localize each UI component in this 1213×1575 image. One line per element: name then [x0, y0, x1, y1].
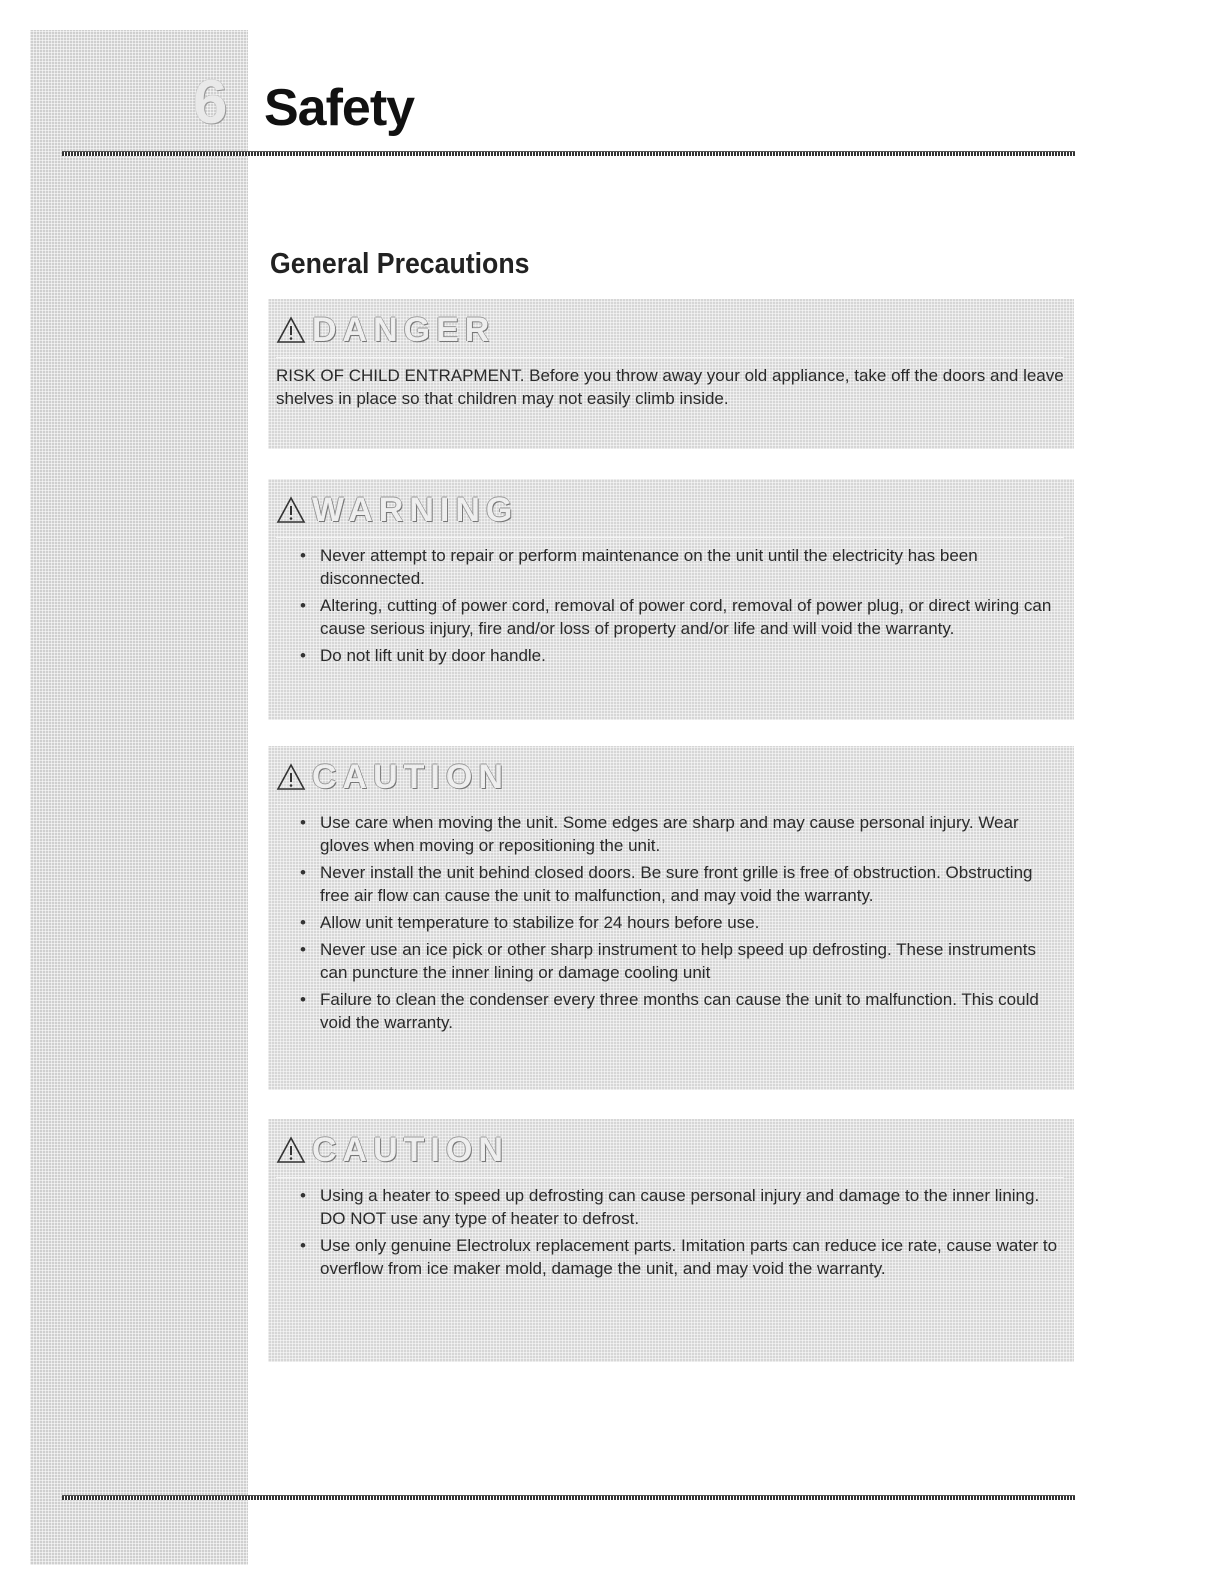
caution-notice: [268, 746, 1074, 1090]
caution-list: [276, 811, 1064, 1034]
caution-divider: [276, 1177, 1064, 1178]
side-panel: [30, 30, 248, 1565]
caution-list: [276, 1184, 1064, 1280]
footer-divider: [62, 1495, 1075, 1500]
warning-header: [276, 491, 1064, 529]
caution-heading: CAUTION: [312, 758, 509, 796]
warning-triangle-icon: [276, 1135, 306, 1165]
danger-heading: DANGER: [312, 311, 496, 349]
list-item: • Using a heater to speed up defrosting can cause personal injury and damage to the inner lining. DO NOT use any type of heater to defrost.: [292, 1184, 1064, 1230]
danger-text: RISK OF CHILD ENTRAPMENT. Before you throw away your old appliance, take off the doors and leave shelves in place so that children may not easily climb inside.: [276, 366, 1064, 408]
warning-triangle-icon: [276, 762, 306, 792]
caution-notice: [268, 1119, 1074, 1362]
list-item: • Failure to clean the condenser every three months can cause the unit to malfunction. This could void the warranty.: [292, 988, 1064, 1034]
warning-notice: [268, 479, 1074, 720]
warning-triangle-icon: [276, 495, 306, 525]
caution-divider: [276, 804, 1064, 805]
danger-divider: [276, 357, 1064, 358]
header-divider: [62, 151, 1075, 156]
list-item: • Use care when moving the unit. Some edges are sharp and may cause personal injury. Wear gloves when moving or repositioning the unit.: [292, 811, 1064, 857]
warning-triangle-icon: [276, 315, 306, 345]
list-item: • Altering, cutting of power cord, removal of power cord, removal of power plug, or direct wiring can cause serious injury, fire and/or loss of property and/or life and will void the warranty.: [292, 594, 1064, 640]
warning-divider: [276, 537, 1064, 538]
list-item: • Use only genuine Electrolux replacement parts. Imitation parts can reduce ice rate, cause water to overflow from ice maker mold, damage the unit, and may void the warranty.: [292, 1234, 1064, 1280]
caution-header: [276, 1131, 1064, 1169]
chapter-title: Safety: [264, 79, 415, 137]
section-title: General Precautions: [270, 248, 530, 280]
list-item: • Allow unit temperature to stabilize for 24 hours before use.: [292, 911, 1064, 934]
danger-notice: [268, 299, 1074, 449]
list-item: • Do not lift unit by door handle.: [292, 644, 1064, 667]
caution-heading: CAUTION: [312, 1131, 509, 1169]
caution-header: [276, 758, 1064, 796]
list-item: • Never use an ice pick or other sharp instrument to help speed up defrosting. These instruments can puncture the inner lining or damage cooling unit: [292, 938, 1064, 984]
warning-list: [276, 544, 1064, 667]
danger-header: [276, 311, 1064, 349]
list-item: • Never install the unit behind closed doors. Be sure front grille is free of obstruction. Obstructing free air flow can cause the unit to malfunction, and may void the warranty.: [292, 861, 1064, 907]
chapter-number: 6: [193, 68, 228, 137]
list-item: • Never attempt to repair or perform maintenance on the unit until the electricity has been disconnected.: [292, 544, 1064, 590]
warning-heading: WARNING: [312, 491, 519, 529]
